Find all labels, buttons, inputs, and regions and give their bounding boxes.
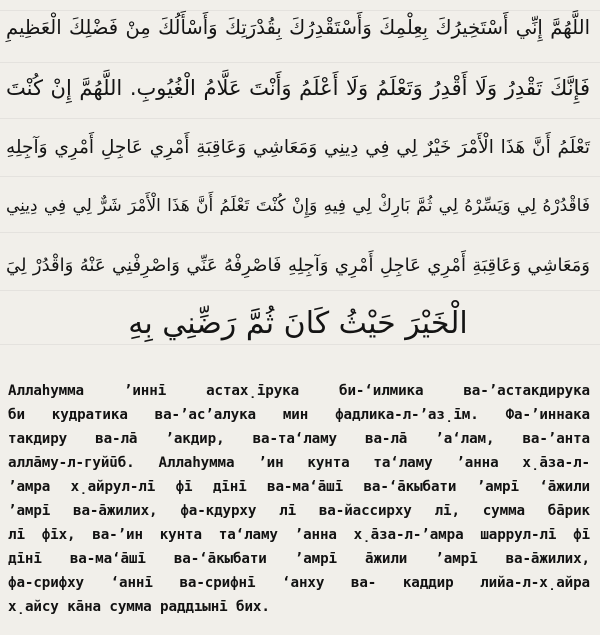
transliteration-text (8, 376, 590, 631)
translit-line-4: аллāму-л-гуйūб. Аллаhумма ’ин кунта та‘ламу ’анна х̣āза-л- (8, 455, 590, 471)
arabic-line-1: اللَّهُمَّ إِنِّي أَسْتَخِيرُكَ بِعِلْمِكَ وَأَسْتَقْدِرُكَ بِقُدْرَتِكَ وَأَسْأَلُكَ مِنْ فَضْلِكَ الْعَظِيمِ (6, 16, 590, 39)
translit-line-6: ’амрī ва-āжилих, фа-кдурху лī ва-йассирху лī, сумма бāрик (8, 503, 590, 519)
arabic-line-6: الْخَيْرَ حَيْثُ كَانَ ثُمَّ رَضِّنِي بِهِ (128, 306, 468, 341)
translit-line-10: х̣айсу кāна сумма раддıынī бих. (8, 599, 270, 615)
arabic-line-4: فَاقْدُرْهُ لِي وَيَسِّرْهُ لِي ثُمَّ بَارِكْ لِي فِيهِ وَإِنْ كُنْتَ تَعْلَمُ أَنَّ هَذَا الْأَمْرَ شَرٌّ لِي فِي دِينِي (6, 196, 590, 216)
translit-line-9: фа-срифху ‘аннī ва-срифнī ‘анху ва- каддир лийа-л-х̣айра (8, 575, 590, 591)
arabic-line-3: تَعْلَمُ أَنَّ هَذَا الْأَمْرَ خَيْرٌ لِي فِي دِينِي وَمَعَاشِي وَعَاقِبَةِ أَمْرِي عَاجِلِ أَمْرِي وَآجِلِهِ (6, 137, 590, 158)
arabic-line-5: وَمَعَاشِي وَعَاقِبَةِ أَمْرِي عَاجِلِ أَمْرِي وَآجِلِهِ فَاصْرِفْهُ عَنِّي وَاصْرِفْنِي عَنْهُ وَاقْدُرْ لِيَ (6, 255, 590, 276)
translit-line-1: Аллаhумма ’иннī астах̣īрука би-‘илмика ва-’астакдирука (8, 383, 590, 399)
translit-line-2: би кудратика ва-’ас’алука мин фадлика-л-’аз̣īм. Фа-’иннака (8, 407, 590, 423)
translit-line-7: лī фīх, ва-’ин кунта та‘ламу ’анна х̣āза-л-’амра шаррул-лī фī (8, 527, 590, 543)
translit-line-8: дīнī ва-ма‘āшī ва-‘āкыбати ’амрī āжили ’амрī ва-āжилих, (8, 551, 590, 567)
translit-line-5: ’амра х̣айрул-лī фī дīнī ва-ма‘āшī ва-‘āкыбати ’амрī ‘āжили (8, 479, 590, 495)
translit-line-3: такдиру ва-лā ’акдир, ва-та‘ламу ва-лā ’а‘лам, ва-’анта (8, 431, 590, 447)
arabic-dua-text (6, 4, 590, 366)
arabic-line-2: فَإِنَّكَ تَقْدِرُ وَلَا أَقْدِرُ وَتَعْلَمُ وَلَا أَعْلَمُ وَأَنْتَ عَلَّامُ الْغُيُوبِ. اللَّهُمَّ إِنْ كُنْتَ (6, 76, 590, 100)
